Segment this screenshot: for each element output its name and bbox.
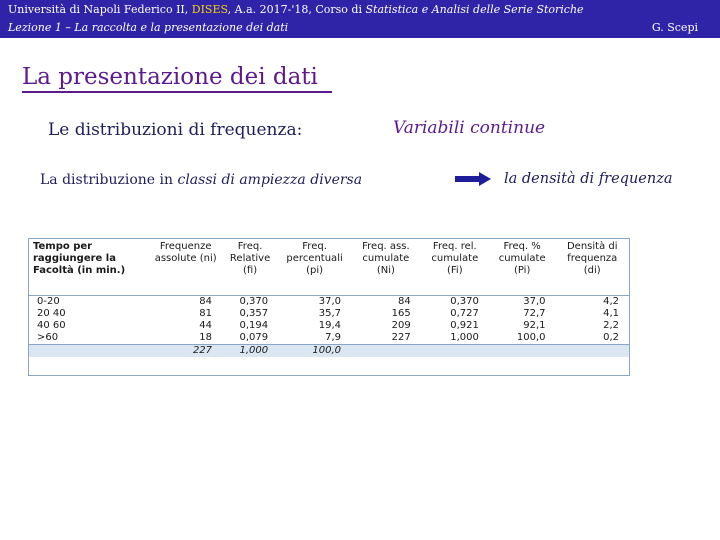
table-header: Freq. ass. cumulate (Ni)	[351, 239, 421, 296]
table-total-row	[29, 345, 629, 358]
table-header: Freq. percentuali (pi)	[278, 239, 351, 296]
table-cell: 84	[199, 296, 213, 307]
slide-title: La presentazione dei dati	[22, 64, 318, 90]
table-cell: 19,4	[318, 320, 342, 331]
table-header: Freq. % cumulate (Pi)	[489, 239, 556, 296]
table-cell: 4,2	[603, 296, 619, 307]
header-author: G. Scepi	[651, 21, 698, 34]
table-cell: 0,370	[239, 296, 269, 307]
table-cell: 81	[199, 308, 213, 319]
table-cell	[421, 345, 489, 358]
table-row	[29, 320, 629, 332]
density-label: la densità di frequenza	[504, 171, 673, 187]
table-cell: 165	[391, 308, 411, 319]
header-department: DISES	[191, 3, 228, 16]
table-row	[29, 296, 629, 309]
distribution-prefix: La distribuzione in	[40, 172, 178, 188]
distribution-italic: classi di ampiezza diversa	[177, 172, 363, 188]
table-cell	[555, 345, 629, 358]
table-cell: 72,7	[523, 308, 546, 319]
right-arrow-icon	[455, 172, 491, 186]
table-cell: 1,000	[450, 332, 479, 343]
table-cell: 2,2	[603, 320, 619, 331]
table-cell: 0,079	[239, 332, 269, 343]
frequency-table	[28, 238, 630, 376]
header-course-line	[8, 3, 584, 16]
table-cell: 37,0	[523, 296, 546, 307]
table-cell: 209	[391, 320, 411, 331]
table-header: Frequenze assolute (ni)	[149, 239, 222, 296]
table-cell: 1,000	[222, 345, 278, 358]
table-cell: 44	[199, 320, 213, 331]
table-cell	[489, 345, 556, 358]
distribution-description	[40, 172, 362, 188]
table-header: Freq. Relative (fi)	[222, 239, 278, 296]
slide-header	[0, 0, 720, 38]
table-header: Freq. rel. cumulate (Fi)	[421, 239, 489, 296]
table-cell: 35,7	[318, 308, 342, 319]
table-cell: 0,357	[239, 308, 269, 319]
table-cell: 0,921	[450, 320, 479, 331]
table-cell: 18	[199, 332, 213, 343]
table-cell: 4,1	[603, 308, 619, 319]
subtitle-right: Variabili continue	[393, 118, 546, 138]
table-cell: 7,9	[325, 332, 342, 343]
table-cell	[29, 345, 149, 358]
header-lecture: Lezione 1 – La raccolta e la presentazione dei dati	[8, 21, 289, 34]
table-row	[29, 308, 629, 320]
table-cell: 84	[398, 296, 411, 307]
table-cell: 20 40	[37, 308, 66, 319]
table-cell: 0-20	[37, 296, 60, 307]
table-header: Tempo per raggiungere la Facoltà (in min.)	[29, 239, 149, 296]
table-cell: 0,727	[450, 308, 479, 319]
title-underline	[22, 91, 332, 93]
table-cell: 100,0	[278, 345, 351, 358]
table-cell	[351, 345, 421, 358]
table-cell: >60	[37, 332, 59, 343]
table-cell: 100,0	[516, 332, 546, 343]
table-header: Densità di frequenza (di)	[555, 239, 629, 296]
table-cell: 37,0	[318, 296, 342, 307]
table-cell: 227	[391, 332, 411, 343]
table-cell: 92,1	[523, 320, 546, 331]
table-cell: 227	[149, 345, 222, 358]
table-row	[29, 332, 629, 345]
header-year: , A.a. 2017-'18, Corso di	[227, 3, 362, 16]
table-cell: 0,2	[603, 332, 619, 343]
table-cell: 0,194	[239, 320, 269, 331]
header-university: Università di Napoli Federico II,	[8, 3, 189, 16]
table-cell: 40 60	[37, 320, 66, 331]
subtitle-left: Le distribuzioni di frequenza:	[48, 120, 303, 140]
header-course: Statistica e Analisi delle Serie Storiche	[365, 3, 584, 16]
table-cell: 0,370	[450, 296, 479, 307]
